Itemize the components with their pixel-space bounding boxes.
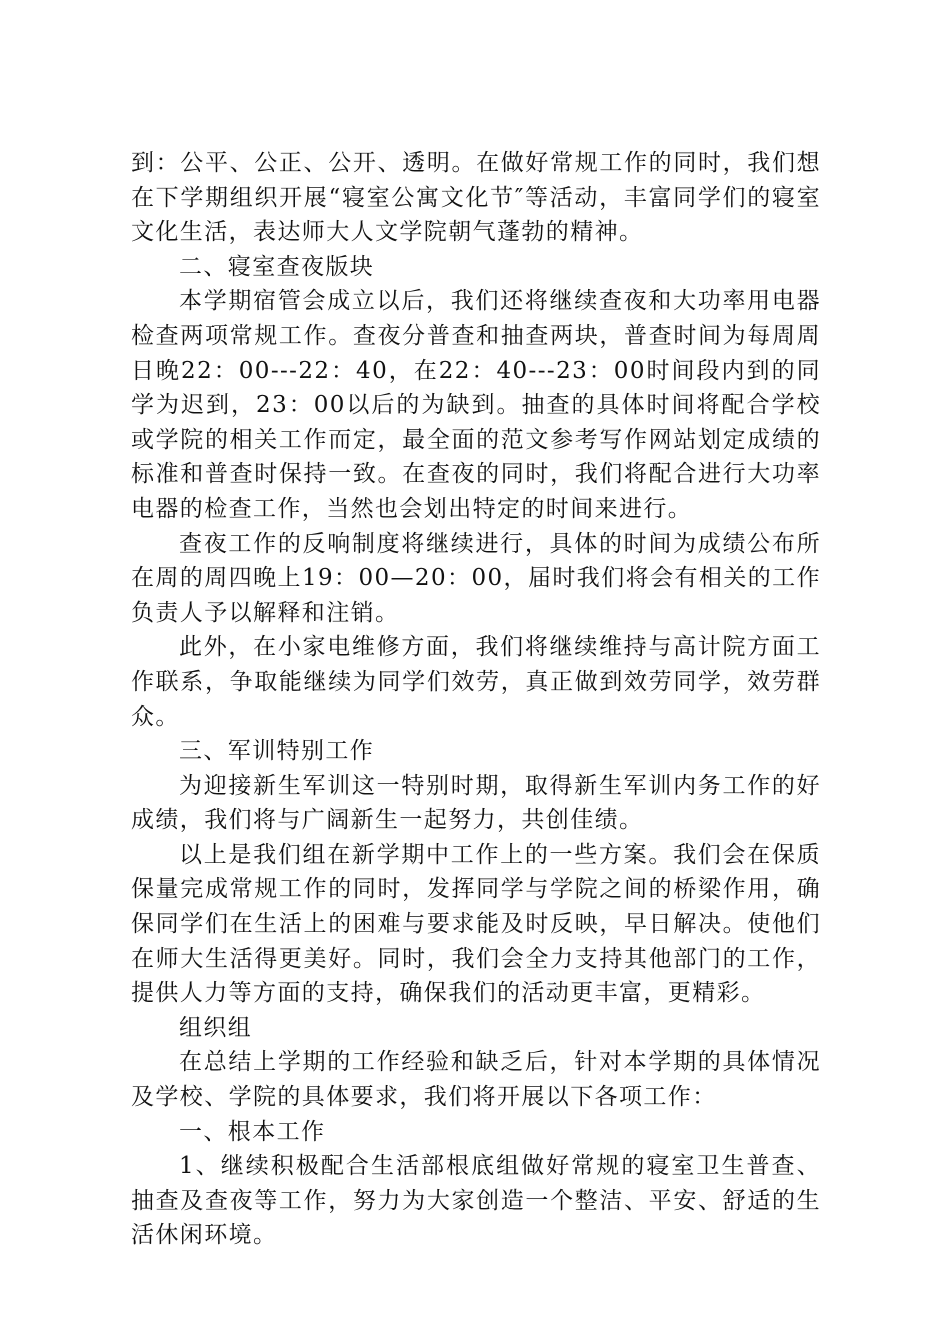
paragraph-continuation: 到：公平、公正、公开、透明。在做好常规工作的同时，我们想在下学期组织开展“寝室公寓文化节″等活动，丰富同学们的寝室文化生活，表达师大人文学院朝气蓬勃的精神。 (131, 150, 821, 246)
section-heading-military-training: 三、军训特别工作 (179, 738, 375, 765)
paragraph-appliance-repair: 此外，在小家电维修方面，我们将继续维持与高计院方面工作联系，争取能继续为同学们效劳，真正做到效劳同学，效劳群众。 (131, 634, 821, 730)
paragraph-night-check-details: 本学期宿管会成立以后，我们还将继续查夜和大功率用电器检查两项常规工作。查夜分普查和抽查两块，普查时间为每周周日晚22：00---22：40，在22：40---23：00时间段内到的同学为迟到，23：00以后的为缺到。抽查的具体时间将配合学校或学院的相关工作而定，最全面的范文参考写作网站划定成绩的标准和普查时保持一致。在查夜的同时，我们将配合进行大功率电器的检查工作，当然也会划出特定的时间来进行。 (131, 288, 821, 522)
paragraph-feedback-system: 查夜工作的反响制度将继续进行，具体的时间为成绩公布所在周的周四晚上19：00—20：00，届时我们将会有相关的工作负责人予以解释和注销。 (131, 530, 821, 626)
paragraph-military-training: 为迎接新生军训这一特别时期，取得新生军训内务工作的好成绩，我们将与广阔新生一起努力，共创佳绩。 (131, 772, 821, 834)
section-heading-dorm-night-check: 二、寝室查夜版块 (179, 253, 375, 280)
paragraph-basic-work-item-1: 1、继续积极配合生活部根底组做好常规的寝室卫生普查、抽查及查夜等工作，努力为大家创造一个整洁、平安、舒适的生活休闲环境。 (131, 1153, 821, 1249)
section-heading-basic-work: 一、根本工作 (179, 1118, 326, 1145)
document-body (131, 146, 821, 1253)
paragraph-summary: 以上是我们组在新学期中工作上的一些方案。我们会在保质保量完成常规工作的同时，发挥同学与学院之间的桥梁作用，确保同学们在生活上的困难与要求能及时反映，早日解决。使他们在师大生活得更美好。同时，我们会全力支持其他部门的工作，提供人力等方面的支持，确保我们的活动更丰富，更精彩。 (131, 841, 821, 1007)
paragraph-organization-intro: 在总结上学期的工作经验和缺乏后，针对本学期的具体情况及学校、学院的具体要求，我们将开展以下各项工作： (131, 1049, 821, 1111)
section-heading-organization-group: 组织组 (179, 1014, 253, 1041)
